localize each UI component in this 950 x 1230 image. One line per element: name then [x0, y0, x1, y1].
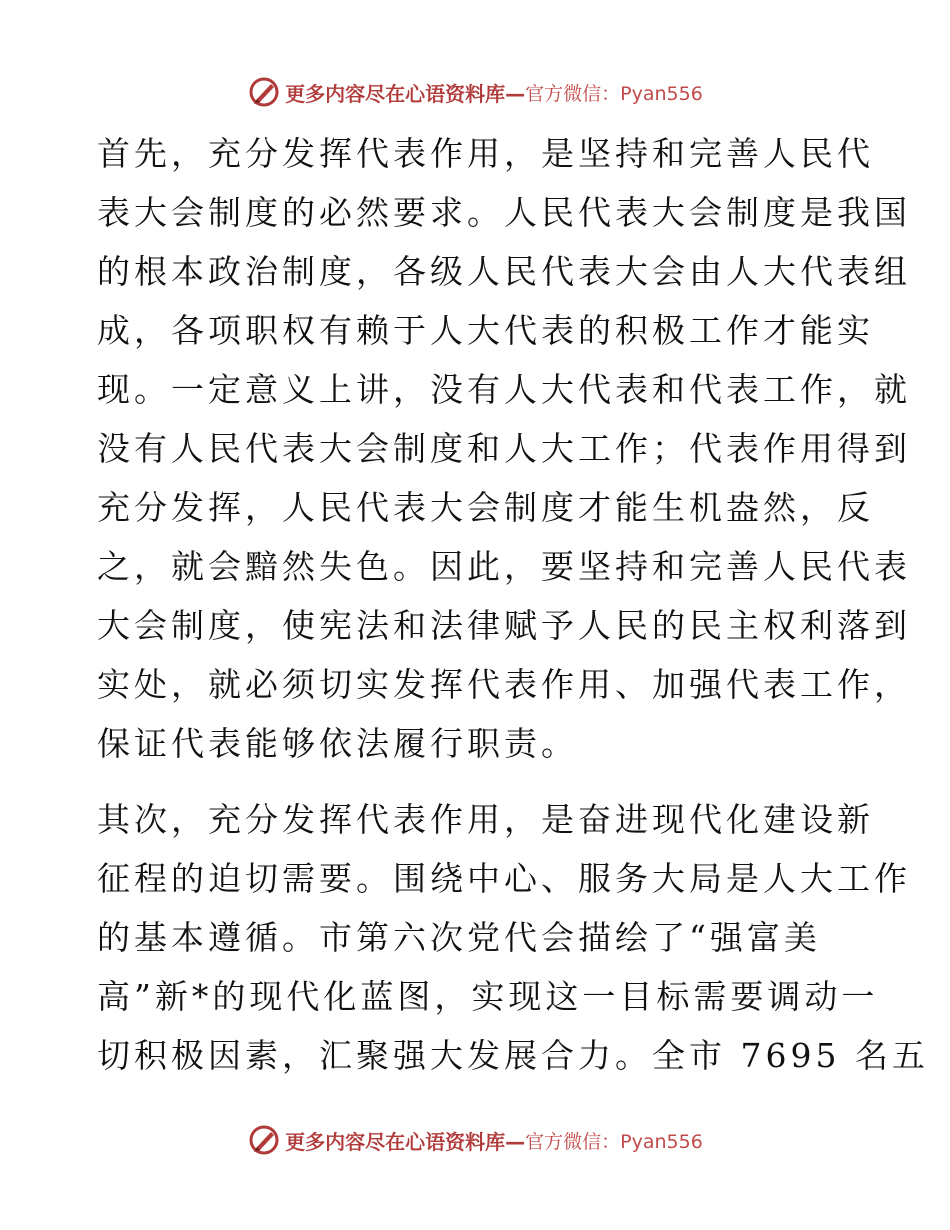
- text-line: 大会制度，使宪法和法律赋予人民的民主权利落到: [97, 606, 911, 645]
- text-line: 首先，充分发挥代表作用，是坚持和完善人民代: [97, 134, 874, 173]
- text-line: 表大会制度的必然要求。人民代表大会制度是我国: [97, 193, 911, 232]
- text-line: 现。一定意义上讲，没有人大代表和代表工作，就: [97, 370, 911, 409]
- text-line: 实处，就必须切实发挥代表作用、加强代表工作，: [97, 665, 911, 704]
- footer-banner: [0, 1120, 950, 1160]
- paragraph-1: [97, 124, 911, 773]
- header-banner: [0, 72, 950, 112]
- text-line: 其次，充分发挥代表作用，是奋进现代化建设新: [97, 800, 874, 839]
- text-line: 保证代表能够依法履行职责。: [97, 724, 578, 763]
- text-line: 没有人民代表大会制度和人大工作；代表作用得到: [97, 429, 911, 468]
- text-line: 切积极因素，汇聚强大发展合力。全市 7695 名五: [97, 1036, 929, 1075]
- text-line: 的基本遵循。市第六次党代会描绘了“强富美: [97, 918, 821, 957]
- text-line: 高”新*的现代化蓝图，实现这一目标需要调动一: [97, 977, 879, 1016]
- paragraph-2: [97, 790, 929, 1085]
- text-line: 的根本政治制度，各级人民代表大会由人大代表组: [97, 252, 911, 291]
- text-line: 成，各项职权有赖于人大代表的积极工作才能实: [97, 311, 874, 350]
- pen-logo-icon: [247, 1123, 281, 1157]
- pen-logo-icon: [247, 75, 281, 109]
- document-body: [97, 124, 929, 1085]
- header-contact: 官方微信：Pyan556: [525, 82, 703, 105]
- footer-text: 更多内容尽在心语资料库—: [285, 1129, 526, 1154]
- header-text: 更多内容尽在心语资料库—: [285, 81, 526, 106]
- text-line: 充分发挥，人民代表大会制度才能生机盎然，反: [97, 488, 874, 527]
- footer-contact: 官方微信：Pyan556: [525, 1130, 703, 1153]
- text-line: 征程的迫切需要。围绕中心、服务大局是人大工作: [97, 859, 911, 898]
- text-line: 之，就会黯然失色。因此，要坚持和完善人民代表: [97, 547, 911, 586]
